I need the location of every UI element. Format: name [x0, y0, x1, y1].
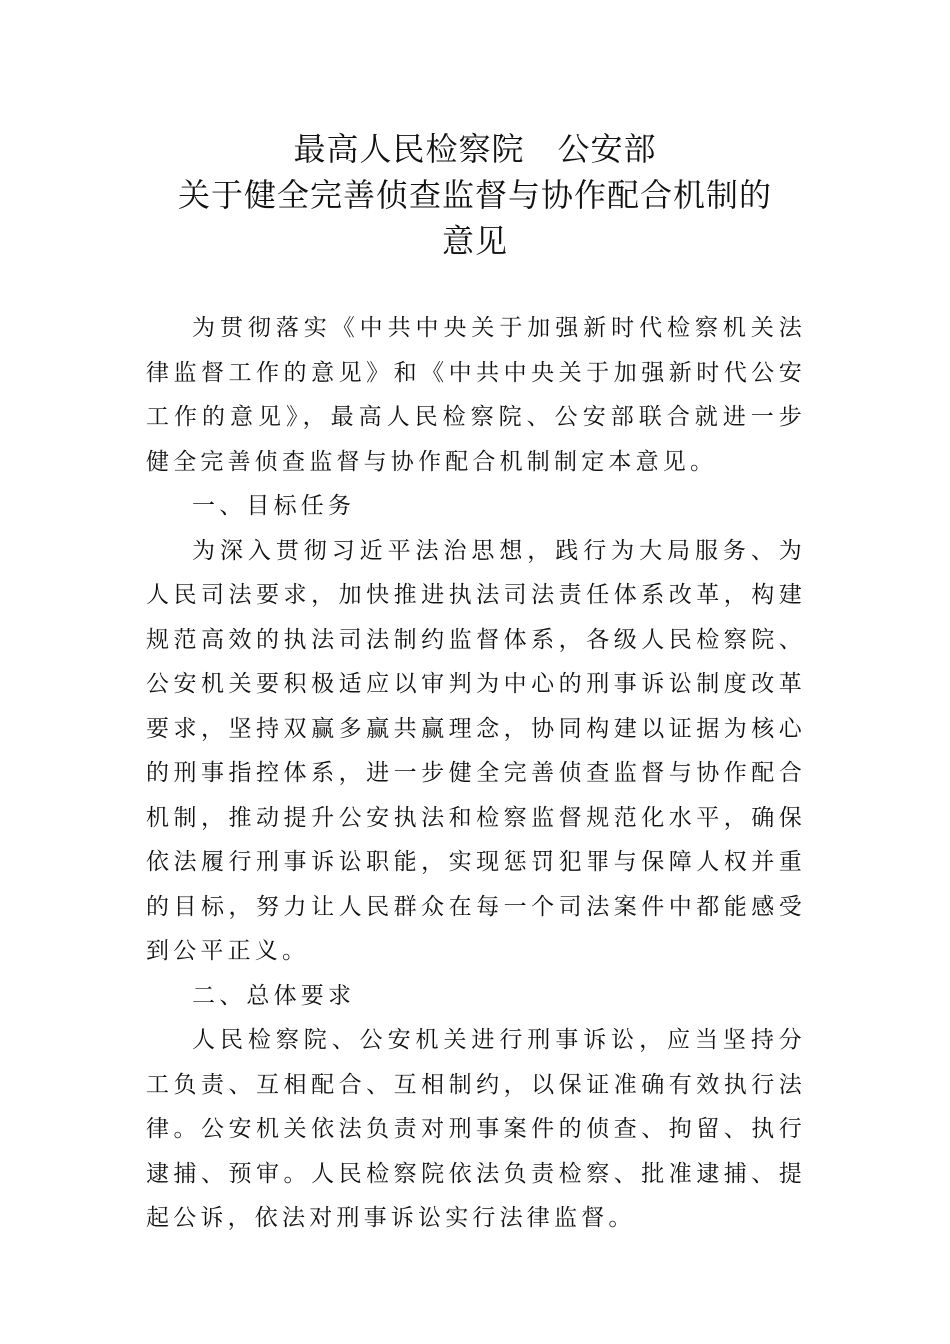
goals-paragraph: 为深入贯彻习近平法治思想，践行为大局服务、为人民司法要求，加快推进执法司法责任体系改革，构建规范高效的执法司法制约监督体系，各级人民检察院、公安机关要积极适应以审判为中心的刑事诉讼制度改革要求，坚持双赢多赢共赢理念，协同构建以证据为核心的刑事指控体系，进一步健全完善侦查监督与协作配合机制，推动提升公安执法和检察监督规范化水平，确保依法履行刑事诉讼职能，实现惩罚犯罪与保障人权并重的目标，努力让人民群众在每一个司法案件中都能感受到公平正义。	[146, 537, 806, 964]
document-title	[0, 126, 950, 264]
section-heading-requirements: 二、总体要求	[192, 982, 356, 1009]
requirements-paragraph: 人民检察院、公安机关进行刑事诉讼，应当坚持分工负责、互相配合、互相制约，以保证准确有效执行法律。公安机关依法负责对刑事案件的侦查、拘留、执行逮捕、预审。人民检察院依法负责检察、批准逮捕、提起公诉，依法对刑事诉讼实行法律监督。	[146, 1027, 806, 1231]
title-line-subject: 关于健全完善侦查监督与协作配合机制的	[177, 176, 772, 214]
document-body	[146, 306, 806, 1241]
title-line-end: 意见	[441, 222, 508, 260]
intro-paragraph: 为贯彻落实《中共中央关于加强新时代检察机关法律监督工作的意见》和《中共中央关于加强新时代公安工作的意见》，最高人民检察院、公安部联合就进一步健全完善侦查监督与协作配合机制制定本意见。	[146, 315, 806, 475]
title-line-issuers: 最高人民检察院 公安部	[293, 130, 657, 168]
section-heading-goals: 一、目标任务	[192, 493, 356, 519]
